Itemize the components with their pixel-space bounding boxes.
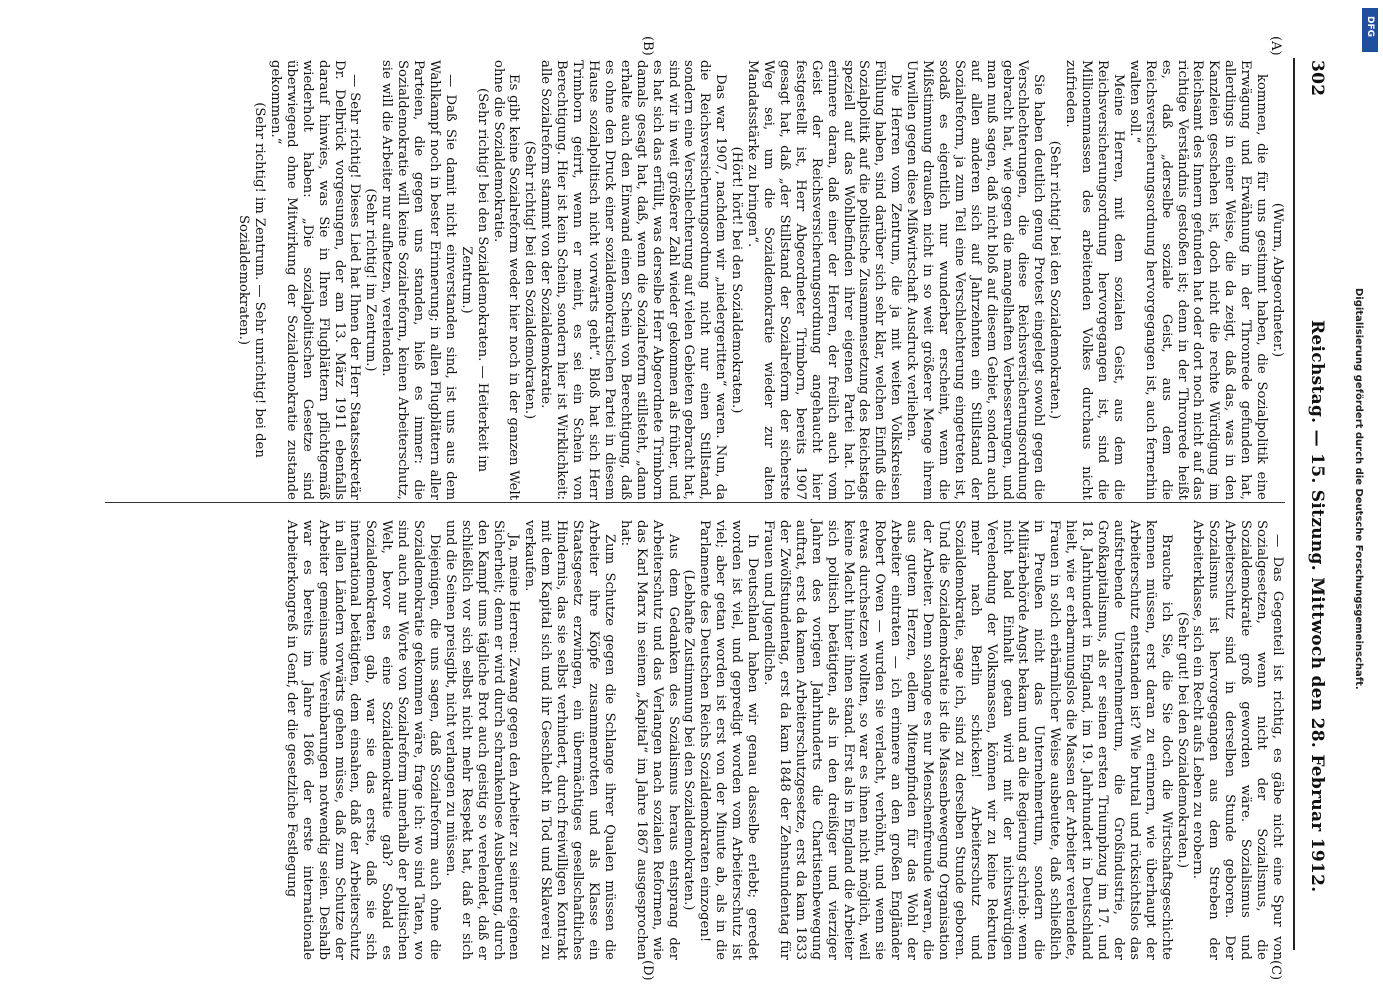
margin-marker-a: (A) xyxy=(1268,36,1283,56)
paragraph: (Sehr richtig! bei den Sozialdemokraten.) xyxy=(522,140,538,420)
header-rule xyxy=(1293,58,1295,950)
paragraph: (Hört! hört! bei den Sozialdemokraten.) xyxy=(729,146,745,414)
paragraph: Es gibt keine Sozialreform weder hier noch in der ganzen Welt ohne die Sozialdemokratie. xyxy=(490,60,522,500)
paragraph: (Lebhafte Zustimmung bei den Sozialdemokraten.) xyxy=(681,569,697,911)
page-number: 302 xyxy=(1307,60,1327,97)
document-page xyxy=(55,0,1355,1000)
paragraph: — Daß Sie damit nicht einverstanden sind, ist uns aus dem Wahlkampf noch in bester Erinnerung; in allen Flugblättern aller Parteien, die gegen uns standen, hieß es immer: die Sozialdemokratie will keine Sozialreform, keinen Arbeiterschutz, sie will die Arbeiter nur aufhetzen, verelenden. xyxy=(379,60,458,500)
paragraph: (Sehr gut! bei den Sozialdemokraten.) xyxy=(1174,611,1190,869)
paragraph: — Sehr richtig! Dieses Lied hat Ihnen der Herr Staatssekretär Dr. Delbrück vorgesungen, der am 13. März 1911 ebenfalls darauf hinwies, was Sie in Ihren Flugblättern pflichtgemäß wiederholt haben: „Die sozialpolitischen Gesetze sind überwiegend ohne Mitwirkung der Sozialdemokratie zustande gekommen.“ xyxy=(267,60,363,500)
paragraph: Sie haben deutlich genug Protest eingelegt sowohl gegen die Verschlechterungen, die diese Reichsversicherungsordnung gebracht hat, wie gegen die mangelhaften Verbesserungen, und man muß sagen, daß nicht bloß auf diesem Gebiet, sondern auch auf allen anderen sich auf Jahrzehnten ein Stillstand der Sozialreform, ja zum Teil eine Verschlechterung eingetreten ist, sodaß es eigentlich nur wunderbar erscheint, wenn die Mißstimmung draußen nicht in so weit größerer Menge ihrem Unwillen gegen diese Mißwirtschaft Ausdruck verliehen. xyxy=(904,60,1047,500)
paragraph: Diejenigen, die uns sagen, daß Sozialreform auch ohne die Sozialdemokratie gekommen wäre, frage ich: wo sind Taten, wo sind auch nur Worte von Sozialreform innerhalb der politischen Welt, bevor es eine Sozialdemokratie gab? Sobald es Sozialdemokraten gab, war sie das erste, daß sie sich international betätigten, dem einsahen, daß der Arbeiterschutz in allen Ländern vorwärts gehen müsse, daß zum Schutze der Arbeiter gemeinsame Vereinbarungen notwendig seien. Deshalb war es bereits im Jahre 1866 der erste internationale Arbeiterkongreß in Genf, der die gesetzliche Festlegung xyxy=(283,520,442,960)
paragraph: Zum Schutze gegen die Schlange ihrer Qualen müssen die Arbeiter ihre Köpfe zusammenrotten und als Klasse ein Staatsgesetz erzwingen, ein übermächtiges gesellschaftliches Hindernis, das sie selbst verhindert, durch freiwilligen Kontrakt mit dem Kapital sich und ihr Geschlecht in Tod und Sklaverei zu verkaufen. xyxy=(522,520,617,960)
paragraph: Meine Herren, mit dem sozialen Geist, aus dem die Reichsversicherungsordnung hervorgegangen ist, sind die Millionenmassen des arbeitenden Volkes durchaus nicht zufrieden. xyxy=(1063,60,1126,500)
paragraph: Ja, meine Herren: Zwang gegen den Arbeiter zu seiner eigenen Sicherheit; denn er wird durch schrankenlose Ausbeutung, durch den Kampf ums tägliche Brot auch geistig so verelendet, daß er schließlich vor sich selbst nicht mehr Respekt hat, daß er sich und die Seinen preisgibt, nicht verlangen zu müssen. xyxy=(442,520,522,960)
margin-marker-b: (B) xyxy=(640,36,655,56)
margin-marker-d: (D) xyxy=(640,960,655,981)
dfg-logo xyxy=(1362,8,1378,52)
page-header xyxy=(1295,60,1335,960)
page-title: Reichstag. — 15. Sitzung. Mittwoch den 28. Februar 1912. xyxy=(1307,320,1327,893)
paragraph: — Das Gegenteil ist richtig, es gäbe nicht eine Spur von Sozialgesetzen, wenn nicht der Sozialismus, die Sozialdemokratie groß geworden wäre. Sozialismus und Arbeiterschutz sind in derselben Stunde geboren. Der Sozialismus ist hervorgegangen aus dem Streben der Arbeiterklasse, sich ein Recht aufs Leben zu erobern. xyxy=(1190,520,1285,960)
credit-text: Digitalisierung gefördert durch die Deutsche Forschungsgemeinschaft. xyxy=(1353,288,1364,690)
paragraph: (Sehr richtig! im Zentrum.) xyxy=(363,188,379,372)
paragraph: kommen, die für uns gestimmt haben, die Sozialpolitik eine Erwägung und Erwähnung in der Thronrede gefunden hat, allerdings in einer Weise, die da zeigt, daß das, was in den Kanzleien geschehen ist, doch nicht die rechte Würdigung im Reichsamt des Innern gefunden hat oder dort noch nicht auf das richtige Verständnis gestoßen ist; denn in der Thronrede heißt es, daß „derselbe soziale Geist, aus dem die Reichsversicherungsordnung hervorgegangen ist, auch fernerhin walten soll.“ xyxy=(1126,60,1270,500)
paragraph: Das war 1907, nachdem wir „niedergeritten“ waren. Nun, da die Reichsversicherungsordnung nicht nur einen Stillstand, sondern eine Verschlechterung auf vielen Gebieten gebracht hat, sind wir in weit größerer Zahl wieder gekommen als früher, und es hat sich das erfüllt, was derselbe Herr Abgeordnete Trimborn damals gesagt hat, daß, wenn die Sozialreform stillsteht, „dann erhalte auch den Einwand einen Schein von Berechtigung, daß es ohne den Druck einer sozialdemokratischen Partei in diesem Hause sozialpolitisch nicht vorwärts geht“. Bloß hat sich Herr Trimborn geirrt, wenn er meint, es sei ein Schein von Berechtigung. Hier ist kein Schein, sondern hier ist Wirklichkeit: alle Sozialreform stammt von der Sozialdemokratie. xyxy=(538,60,729,500)
paragraph: (Wurm, Abgeordneter.) xyxy=(1270,202,1285,358)
digitization-credit xyxy=(1353,8,1380,998)
dfg-logo-text: DFG xyxy=(1365,16,1375,38)
margin-marker-c: (C) xyxy=(1268,960,1283,981)
paragraph: (Sehr richtig! bei den Sozialdemokraten.) xyxy=(1047,140,1063,420)
left-column xyxy=(235,60,1285,500)
paragraph: Aus dem Gedanken des Sozialismus heraus entsprang der Arbeiterschutz und das Verlangen nach sozialen Reformen, wie das Karl Marx in seinem „Kapital“ im Jahre 1867 ausgesprochen hat: xyxy=(617,520,681,960)
right-column xyxy=(283,520,1285,960)
paragraph: (Sehr richtig! bei den Sozialdemokraten. — Heiterkeit im Zentrum.) xyxy=(458,88,490,472)
paragraph: Die Herren vom Zentrum, die ja mit weiten Volkskreisen Fühlung haben, sind darüber sich sehr klar, welchen Einfluß die Sozialpolitik auf die politische Zusammensetzung des Reichstags speziell auf das Wohlbefinden ihrer eigenen Partei hat. Ich erinnere daran, daß einer der Herren, der freilich auch vom Geist der Reichsversicherungsordnung angehaucht hier festgestellt ist, Herr Abgeordneter Trimborn, bereits 1907 gesagt hat, daß „der Stillstand der Sozialreform der sicherste Weg sei, um die Sozialdemokratie wieder zur alten Mandatsstärke zu bringen“. xyxy=(745,60,904,500)
paragraph: (Sehr richtig! im Zentrum. — Sehr unrichtig! bei den Sozialdemokraten.) xyxy=(236,102,267,458)
paragraph: Brauche ich Sie, die Sie doch die Wirtschaftsgeschichte kennen müssen, erst daran zu erinnern, wie überhaupt der Arbeiterschutz entstanden ist? Wie brutal und rücksichtslos das aufstrebende Unternehmertum, die Großindustrie, der Großkapitalismus, als er seinen ersten Triumphzug im 17. und 18. Jahrhundert in England, im 19. Jahrhundert in Deutschland hielt, wie er erbarmungslos die Massen der Arbeiter verelendete, Frauen in solch erbärmlicher Weise ausbeutete, daß schließlich in Preußen nicht das Unternehmertum, sondern die Militärbehörde Angst bekam und an die Regierung schrieb: wenn nicht bald Einhalt getan wird mit der nichtswürdigen Verelendung der Volksmassen, können wir zu keine Rekruten mehr nach Berlin schicken! Arbeiterschutz und Sozialdemokratie, sage ich, sind zu derselben Stunde geboren. Und die Sozialdemokratie ist die Massenbewegung Organisation der Arbeiter. Denn solange es nur Menschenfreunde waren, die aus gutem Herzen, edlem Mitempfinden für das Wohl der Arbeiter eintraten — ich erinnere an den großen Engländer Robert Owen — wurden sie verlacht, verhöhnt, und wenn sie etwas durchsetzen wollten, so war es ihnen nicht möglich, weil keine Macht hinter ihnen stand. Erst als in England die Arbeiter sich politisch betätigten, als in den dreißiger und vierziger Jahren des vorigen Jahrhunderts die Chartistenbewegung auftrat, erst da kamen Arbeiterschutzgesetze, erst da kam 1833 der Zwölfstundentag, erst da kam 1848 der Zehnstundentag für Frauen und Jugendliche. xyxy=(761,520,1174,960)
paragraph: In Deutschland haben wir genau dasselbe erlebt; geredet worden ist viel, und gepredigt worden vom Arbeiterschutz ist viel; aber getan worden ist erst von der Minute ab, als in die Parlamente des Deutschen Reichs Sozialdemokraten einzogen! xyxy=(697,520,761,960)
column-divider xyxy=(105,502,1285,503)
